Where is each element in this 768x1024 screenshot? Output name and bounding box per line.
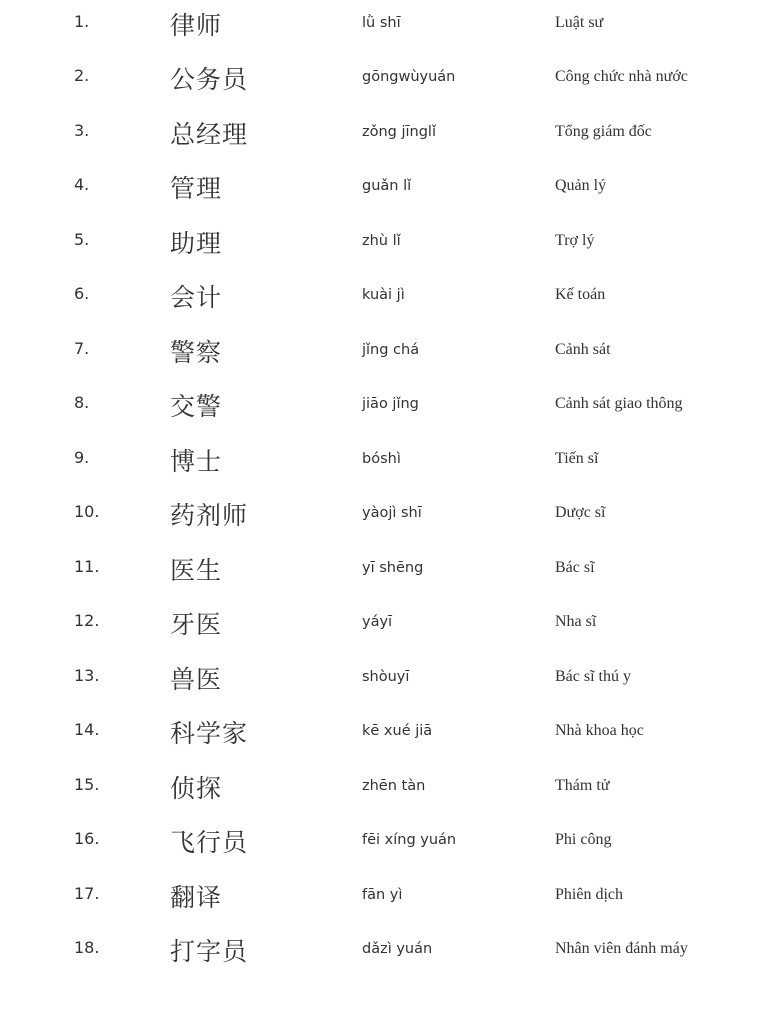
vocab-row xyxy=(0,436,768,490)
vocab-row xyxy=(0,272,768,326)
vietnamese-meaning: Phi công xyxy=(555,831,612,848)
vocab-row xyxy=(0,327,768,381)
item-number: 1. xyxy=(74,12,90,31)
vocab-row xyxy=(0,490,768,544)
item-number: 10. xyxy=(74,502,100,521)
pinyin: dǎzì yuán xyxy=(362,941,433,957)
item-number: 14. xyxy=(74,720,100,739)
pinyin: fēi xíng yuán xyxy=(362,832,457,848)
vocab-row xyxy=(0,654,768,708)
pinyin: yī shēng xyxy=(362,560,424,576)
chinese-term: 警察 xyxy=(170,338,223,367)
item-number: 9. xyxy=(74,448,90,467)
chinese-term: 律师 xyxy=(170,11,223,40)
vietnamese-meaning: Công chức nhà nước xyxy=(555,68,688,85)
item-number: 8. xyxy=(74,393,90,412)
item-number: 11. xyxy=(74,557,100,576)
chinese-term: 会计 xyxy=(170,283,223,312)
item-number: 16. xyxy=(74,829,100,848)
vietnamese-meaning: Trợ lý xyxy=(555,232,595,249)
item-number: 5. xyxy=(74,230,90,249)
chinese-term: 兽医 xyxy=(170,665,223,694)
vietnamese-meaning: Quản lý xyxy=(555,177,607,194)
vietnamese-meaning: Nhân viên đánh máy xyxy=(555,940,688,957)
vocab-row xyxy=(0,0,768,54)
chinese-term: 助理 xyxy=(170,229,223,258)
vocab-row xyxy=(0,545,768,599)
pinyin: shòuyī xyxy=(362,669,410,685)
vocab-row xyxy=(0,109,768,163)
vietnamese-meaning: Bác sĩ xyxy=(555,559,595,576)
vietnamese-meaning: Nha sĩ xyxy=(555,613,597,630)
chinese-term: 侦探 xyxy=(170,774,223,803)
pinyin: guǎn lǐ xyxy=(362,178,412,194)
pinyin: gōngwùyuán xyxy=(362,69,456,85)
item-number: 6. xyxy=(74,284,90,303)
vietnamese-meaning: Kế toán xyxy=(555,286,606,303)
chinese-term: 公务员 xyxy=(170,65,249,94)
vocab-row xyxy=(0,381,768,435)
vietnamese-meaning: Luật sư xyxy=(555,14,604,31)
pinyin: fān yì xyxy=(362,887,403,903)
pinyin: lǜ shī xyxy=(362,15,401,31)
vocab-row xyxy=(0,54,768,108)
chinese-term: 翻译 xyxy=(170,883,223,912)
item-number: 18. xyxy=(74,938,100,957)
chinese-term: 管理 xyxy=(170,174,223,203)
chinese-term: 博士 xyxy=(170,447,223,476)
pinyin: kē xué jiā xyxy=(362,723,433,739)
vietnamese-meaning: Dược sĩ xyxy=(555,504,606,521)
item-number: 3. xyxy=(74,121,90,140)
vietnamese-meaning: Thám tử xyxy=(555,777,610,794)
chinese-term: 总经理 xyxy=(170,120,249,149)
vocab-row xyxy=(0,763,768,817)
pinyin: jiāo jǐng xyxy=(362,396,419,412)
vocab-row xyxy=(0,708,768,762)
item-number: 4. xyxy=(74,175,90,194)
vietnamese-meaning: Tiến sĩ xyxy=(555,450,599,467)
vocab-row xyxy=(0,218,768,272)
chinese-term: 药剂师 xyxy=(170,501,249,530)
pinyin: zǒng jīnglǐ xyxy=(362,124,436,140)
chinese-term: 打字员 xyxy=(170,937,249,966)
item-number: 2. xyxy=(74,66,90,85)
chinese-term: 牙医 xyxy=(170,610,223,639)
pinyin: yàojì shī xyxy=(362,505,422,521)
pinyin: kuài jì xyxy=(362,287,405,303)
vocab-row xyxy=(0,926,768,980)
vocab-row xyxy=(0,817,768,871)
pinyin: zhēn tàn xyxy=(362,778,426,794)
item-number: 12. xyxy=(74,611,100,630)
item-number: 13. xyxy=(74,666,100,685)
chinese-term: 交警 xyxy=(170,392,223,421)
chinese-term: 科学家 xyxy=(170,719,249,748)
pinyin: zhù lǐ xyxy=(362,233,401,249)
vocab-row xyxy=(0,599,768,653)
item-number: 15. xyxy=(74,775,100,794)
vocab-row xyxy=(0,872,768,926)
vietnamese-meaning: Tổng giám đốc xyxy=(555,123,652,140)
vietnamese-meaning: Cảnh sát xyxy=(555,341,611,358)
pinyin: jǐng chá xyxy=(362,342,420,358)
vietnamese-meaning: Cảnh sát giao thông xyxy=(555,395,683,412)
item-number: 17. xyxy=(74,884,100,903)
chinese-term: 飞行员 xyxy=(170,828,249,857)
vietnamese-meaning: Nhà khoa học xyxy=(555,722,644,739)
vietnamese-meaning: Phiên dịch xyxy=(555,886,623,903)
vocab-row xyxy=(0,163,768,217)
chinese-term: 医生 xyxy=(170,556,223,585)
pinyin: bóshì xyxy=(362,451,401,467)
vietnamese-meaning: Bác sĩ thú y xyxy=(555,668,631,685)
item-number: 7. xyxy=(74,339,90,358)
pinyin: yáyī xyxy=(362,614,393,630)
